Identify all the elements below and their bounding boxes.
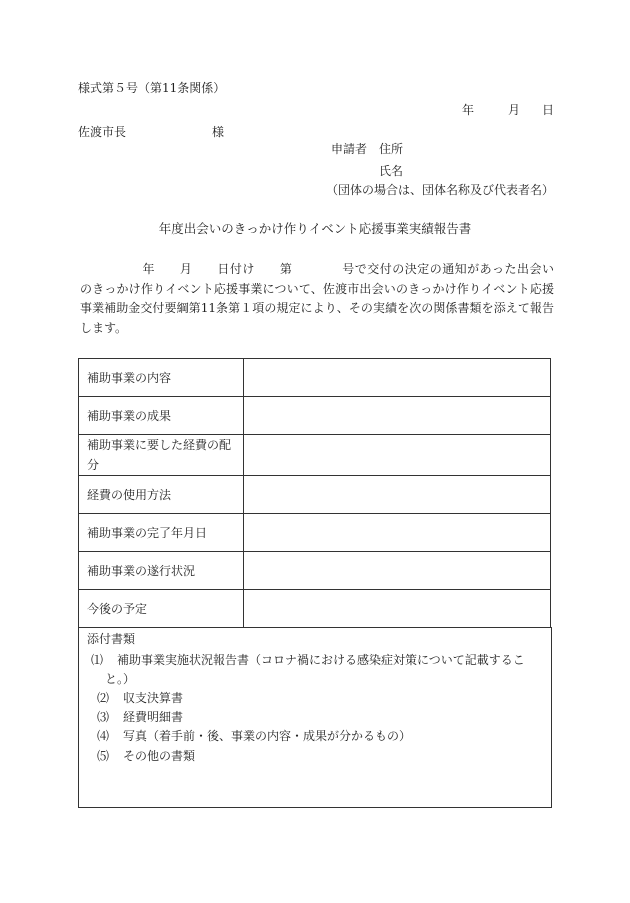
row-label: 経費の使用方法: [79, 476, 244, 514]
applicant-label: 申請者: [331, 142, 368, 156]
body-line: 事業補助金交付要綱第11条第１項の規定により、その実績を次の関係書類を添えて報告: [80, 301, 554, 315]
row-label: 今後の予定: [79, 590, 244, 628]
table-row: [79, 514, 551, 552]
address-label: 住所: [379, 142, 404, 156]
date-day-label: 日: [542, 103, 555, 117]
body-paragraph: [80, 260, 554, 338]
body-line: します。: [80, 320, 128, 335]
name-label: 氏名: [379, 164, 404, 178]
form-number: 様式第５号（第11条関係）: [78, 81, 226, 95]
body-line: 年 月 日付け 第 号で交付の決定の通知があった出会い: [80, 262, 554, 276]
body-line: のきっかけ作りイベント応援事業について、佐渡市出会いのきっかけ作りイベント応援: [80, 281, 554, 296]
attachment-number: ⑴: [91, 653, 104, 667]
attachment-number: ⑶: [97, 710, 110, 724]
attachment-text: その他の書類: [123, 749, 196, 763]
table-row: [79, 397, 551, 435]
row-value-field[interactable]: [244, 435, 551, 476]
attachment-text: 収支決算書: [123, 691, 184, 705]
row-value-field[interactable]: [244, 476, 551, 514]
attachment-text: 補助事業実施状況報告書（コロナ禍における感染症対策について記載するこ: [117, 653, 525, 667]
row-label: 補助事業の遂行状況: [79, 552, 244, 590]
row-label: 補助事業の成果: [79, 397, 244, 435]
report-table: [78, 358, 551, 628]
row-label: 補助事業の内容: [79, 359, 244, 397]
row-label: 補助事業に要した経費の配分: [79, 435, 244, 476]
row-value-field[interactable]: [244, 514, 551, 552]
group-note: （団体の場合は、団体名称及び代表者名）: [326, 183, 555, 197]
row-value-field[interactable]: [244, 552, 551, 590]
attachment-number: ⑸: [97, 749, 110, 763]
attachments-box: [78, 627, 552, 808]
addressee-honorific: 様: [212, 125, 225, 139]
table-row: [79, 552, 551, 590]
attachment-text: と。）: [105, 672, 136, 686]
row-value-field[interactable]: [244, 590, 551, 628]
date-year-label: 年: [462, 103, 475, 117]
document-title: 年度出会いのきっかけ作りイベント応援事業実績報告書: [158, 221, 472, 236]
row-value-field[interactable]: [244, 397, 551, 435]
addressee-name: 佐渡市長: [78, 125, 127, 139]
attachments-title: 添付書類: [87, 632, 136, 646]
row-label: 補助事業の完了年月日: [79, 514, 244, 552]
table-row: [79, 359, 551, 397]
attachment-text: 写真（着手前・後、事業の内容・成果が分かるもの）: [123, 729, 412, 743]
date-month-label: 月: [508, 103, 521, 117]
row-value-field[interactable]: [244, 359, 551, 397]
attachment-number: ⑷: [97, 729, 110, 743]
table-row: [79, 476, 551, 514]
table-row: [79, 435, 551, 476]
attachment-number: ⑵: [97, 691, 110, 705]
table-row: [79, 590, 551, 628]
attachment-text: 経費明細書: [123, 710, 184, 724]
